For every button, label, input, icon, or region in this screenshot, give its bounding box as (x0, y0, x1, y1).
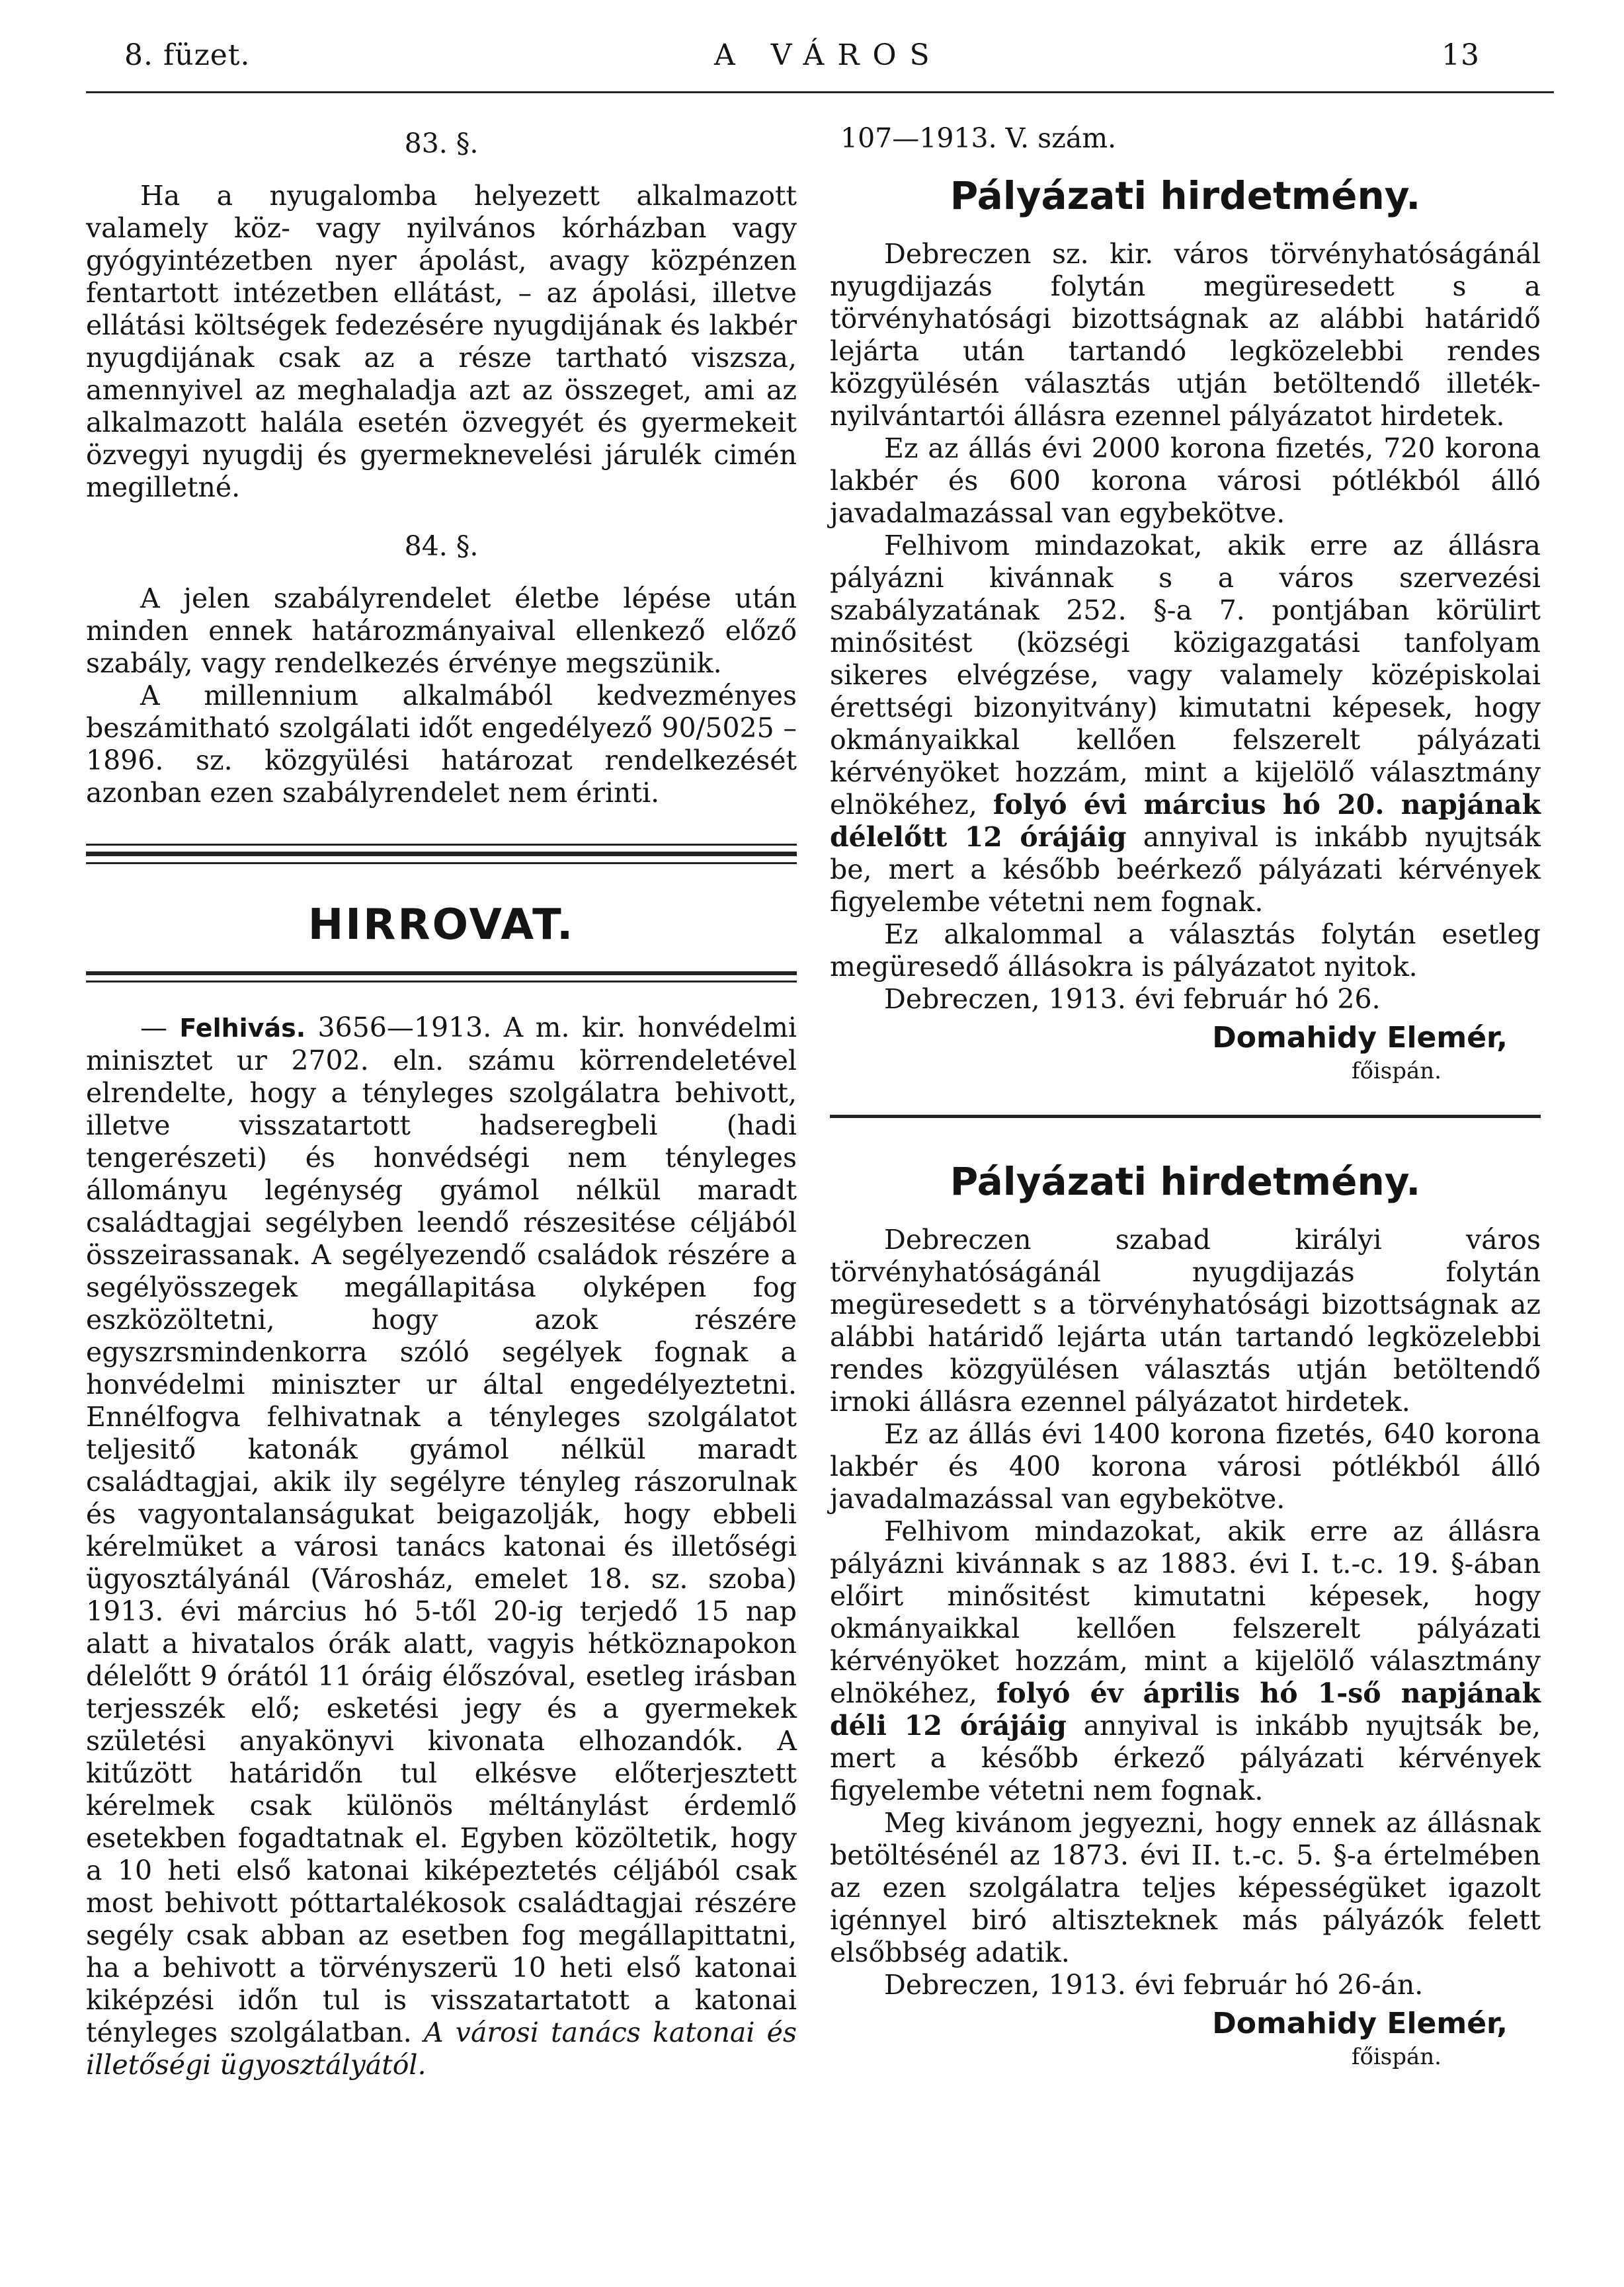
ad1-paragraph: Ez az állás évi 2000 korona fizetés, 720 korona lakbér és 600 korona városi pótlékból álló javadalmazással van egybekötve. (830, 432, 1541, 529)
news-column-heading: HIRROVAT. (307, 901, 575, 949)
section-83-title: 83. §. (404, 128, 479, 159)
page-number: 13 (1441, 38, 1480, 72)
section-84-paragraph: A millennium alkalmából kedvezményes beszámitható szolgálati időt engedélyező 90/5025 – 1896. sz. közgyülési határozat rendelkezését azonban ezen szabályrendelet nem érinti. (86, 680, 797, 809)
issue-label: 8. füzet. (124, 38, 251, 72)
section-84-title: 84. §. (404, 530, 479, 562)
ad1-date: Debreczen, 1913. évi február hó 26. (884, 983, 1381, 1015)
notice-label: Felhivás. (179, 1014, 306, 1043)
ad2-paragraph: Ez az állás évi 1400 korona fizetés, 640 korona lakbér és 400 korona városi pótlékból álló javadalmazással van egybekötve. (830, 1418, 1541, 1515)
right-column (830, 122, 1541, 2071)
ad1-reference: 107—1913. V. szám. (840, 122, 1117, 154)
ad2-paragraph (830, 1515, 1541, 1807)
ad1-paragraph (830, 530, 1541, 918)
ad2-title: Pályázati hirdetmény. (950, 1159, 1421, 1204)
ad1-role: főispán. (1351, 1058, 1441, 1084)
notice-closing: A városi tanács katonai és illetőségi ügyosztályától. (86, 2017, 797, 2081)
ad1-title: Pályázati hirdetmény. (950, 173, 1421, 218)
heading-underline (86, 971, 797, 983)
section-84-paragraph: A jelen szabályrendelet életbe lépése után minden ennek határozmányaival ellenkező előző szabály, vagy rendelkezés érvénye megszünik. (86, 582, 797, 679)
ad2-p3-text-end: annyival is inkább nyujtsák be, mert a később érkező pályázati kérvények figyelembe vétetni nem fognak. (830, 1710, 1541, 1806)
ad1-deadline: folyó évi március hó 20. napjának délelőtt 12 órájáig (830, 789, 1541, 853)
ad2-deadline: folyó év április hó 1-ső napjának déli 12 órájáig (830, 1677, 1541, 1742)
section-divider (86, 844, 797, 864)
ad1-paragraph: Debreczen sz. kir. város törvényhatóságánál nyugdijazás folytán megüresedett s a törvényhatósági bizottságnak az alábbi határidő lejárta után tartandó legközelebbi rendes közgyülésén választás utján betöltendő illeték-nyilvántartói állásra ezennel pályázatot hirdetek. (830, 238, 1541, 432)
left-column (86, 122, 797, 2081)
ad1-p3-text: Felhivom mindazokat, akik erre az állásra pályázni kivánnak s a város szervezési szabályzatának 252. §-a 7. pontjában körülirt minősitést (községi közigazgatási tanfolyam sikeres elvégzése, vagy valamely középiskolai érettségi bizonyitvány) kimutatni képesek, hogy okmányaikkal kellően felszerelt pályázati kérvényöket hozzám, mint a kijelölő választmány elnökéhez, (830, 530, 1541, 821)
notice-felhivas (86, 1012, 797, 2081)
ad2-date: Debreczen, 1913. évi február hó 26-án. (884, 1969, 1424, 2001)
ad1-p3-text-end: annyival is inkább nyujtsák be, mert a később beérkező pályázati kérvények figyelembe vétetni nem fognak. (830, 821, 1541, 918)
ad2-paragraph: Debreczen szabad királyi város törvényhatóságánál nyugdijazás folytán megüresedett s a törvényhatósági bizottságnak az alábbi határidő lejárta után tartandó legközelebbi rendes közgyülésen választás utján betöltendő irnoki állásra ezennel pályázatot hirdetek. (830, 1224, 1541, 1418)
ad-divider (830, 1115, 1541, 1118)
lead-dash: — (140, 1012, 167, 1043)
ad2-signature: Domahidy Elemér, (1212, 2007, 1508, 2040)
publication-title: A VÁROS (714, 38, 943, 72)
ad2-paragraph: Meg kivánom jegyezni, hogy ennek az állásnak betöltésénél az 1873. évi II. t.-c. 5. §-a értelmében az ezen szolgálatra teljes képességüket igazolt igénnyel biró altiszteknek más pályázók felett elsőbbség adatik. (830, 1807, 1541, 1968)
ad2-role: főispán. (1351, 2044, 1441, 2070)
ad1-paragraph: Ez alkalommal a választás folytán esetleg megüresedő állásokra is pályázatot nyitok. (830, 918, 1541, 983)
section-83-text: Ha a nyugalomba helyezett alkalmazott valamely köz- vagy nyilvános kórházban vagy gyógyintézetben nyer ápolást, avagy közpénzen fentartott intézetben ellátást, – az ápolási, illetve ellátási költségek fedezésére nyugdijának és lakbér nyugdijának csak az a része tartható viszsza, amennyivel az meghaladja azt az összeget, ami az alkalmazott halála esetén özvegyét és gyermekeit özvegyi nyugdij és gyermeknevelési járulék cimén megilletné. (86, 180, 797, 503)
notice-text: 3656—1913. A m. kir. honvédelmi minisztet ur 2702. eln. számu körrendeletével elrendelte, hogy a tényleges szolgálatra behivott, illetve visszatartott hadseregbeli (hadi tengerészeti) és honvédségi nem tényleges állományu legénység gyámol nélkül maradt családtagjai segélyben leendő részesitése céljából összeirassanak. A segélyezendő családok részére a segélyösszegek megállapitása olyképen fog eszközöltetni, hogy azok részére egyszrsmindenkorra szóló segélyek fognak a honvédelmi miniszter ur által engedélyeztetni. Ennélfogva felhivatnak a tényleges szolgálatot teljesitő katonák gyámol nélkül maradt családtagjai, akik ily segélyre tényleg rászorulnak és vagyontalanságukat beigazolják, hogy ebbeli kérelmüket a városi tanács katonai és illetőségi ügyosztályánál (Városház, emelet 18. sz. szoba) 1913. évi március hó 5-től 20-ig terjedő 15 nap alatt a hivatalos órák alatt, vagyis hétköznapokon délelőtt 9 órától 11 óráig élőszóval, esetleg irásban terjesszék elő; esketési jegy és a gyermekek születési anyakönyvi kivonata elhozandók. A kitűzött határidőn tul elkésve előterjesztett kérelmek csak különös méltánylást érdemlő esetekben fogadtatnak el. Egyben közöltetik, hogy a 10 heti első katonai kiképeztetés céljából csak most behivott póttartalékosok családtagjai részére segély csak abban az esetben fog megállapittatni, ha a behivott a törvényszerü 10 heti első katonai kiképzési időn tul is visszatartatott a katonai tényleges szolgálatban. (86, 1012, 797, 2048)
header-divider (86, 91, 1554, 93)
ad1-signature: Domahidy Elemér, (1212, 1021, 1508, 1055)
ad2-p3-text: Felhivom mindazokat, akik erre az állásra pályázni kivánnak s az 1883. évi I. t.-c. 19. §-ában előirt minősitést kimutatni képesek, hogy okmányaikkal kellően felszerelt pályázati kérvényöket hozzám, mint a kijelölő választmány elnökéhez, (830, 1515, 1541, 1709)
